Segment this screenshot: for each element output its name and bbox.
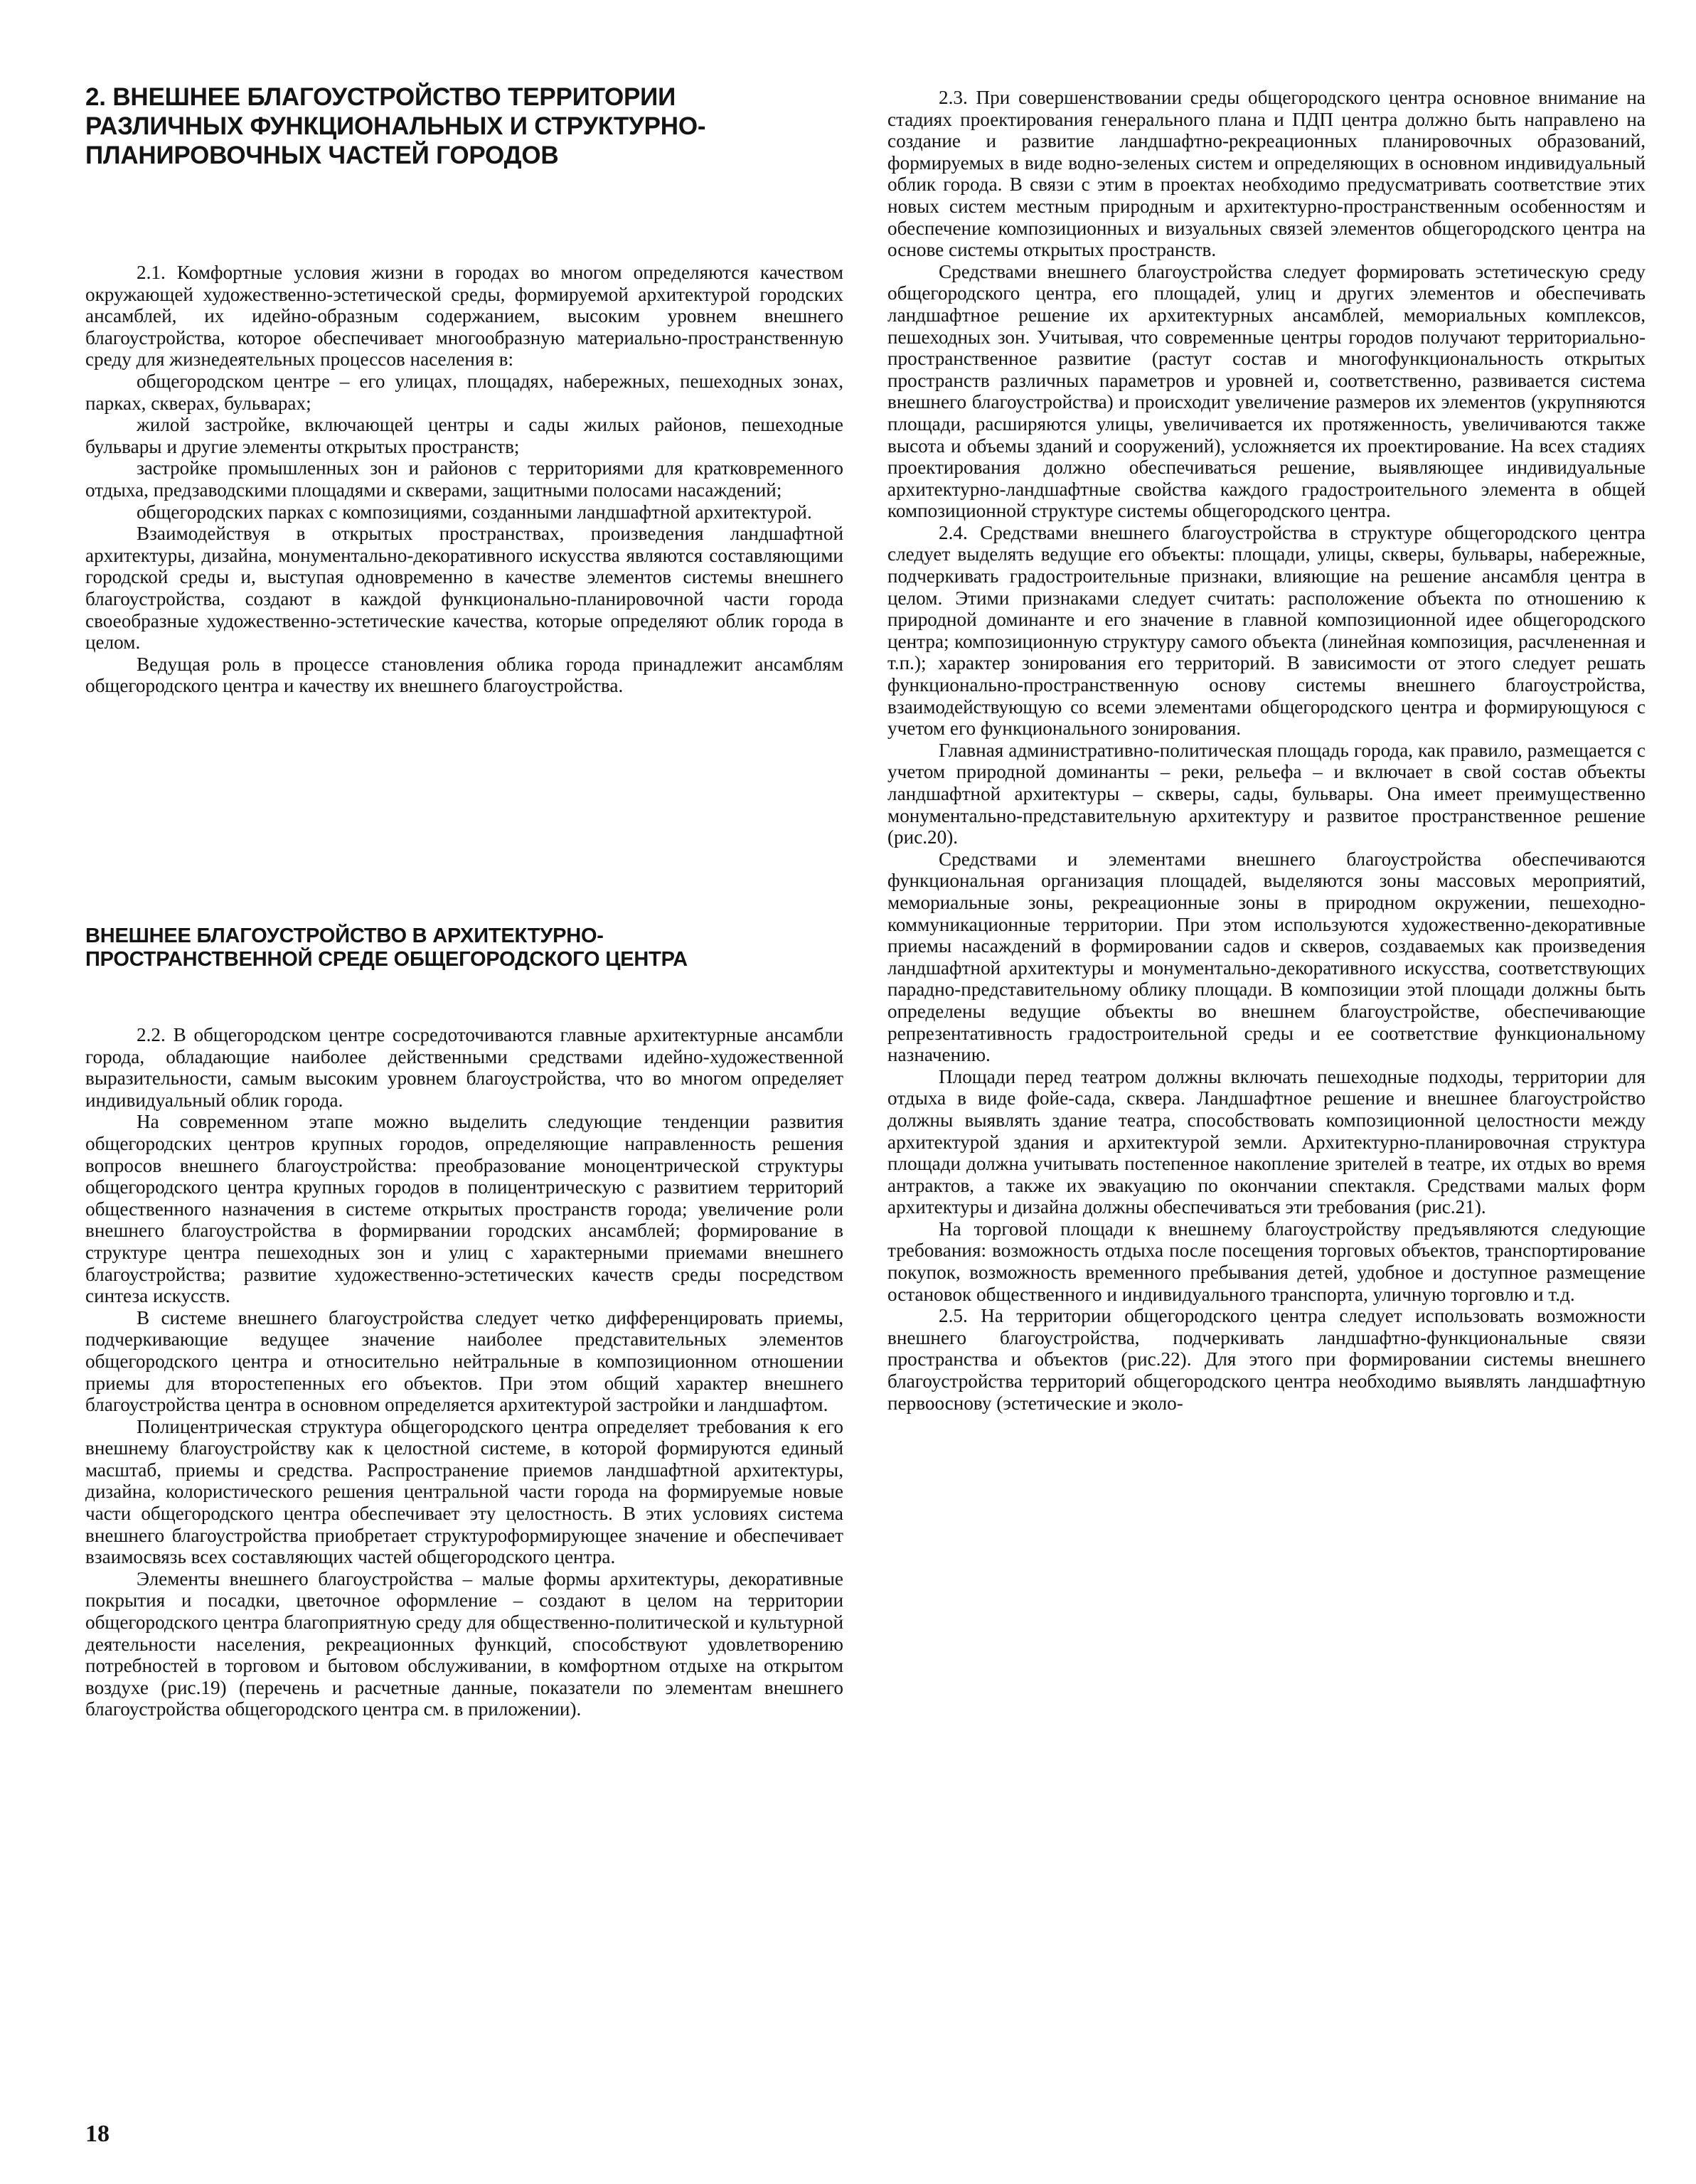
paragraph: 2.3. При совершенствовании среды общегородского центра основное внимание на стадиях проектирования генерального плана и ПДП центра должно быть направлено на создание и развитие ландшафтно-рекреационных планировочных образований, формируемых в виде водно-зеленых систем и определяющих в основном индивидуальный облик города. В связи с этим в проектах необходимо предусматривать соответствие этих новых систем местным природным и архитектурно-пространственным особенностям и обеспечение композиционных и визуальных связей элементов общегородского центра на основе системы открытых пространств. (887, 87, 1646, 261)
paragraph: 2.2. В общегородском центре сосредоточиваются главные архитектурные ансамбли города, обладающие наиболее действенными средствами идейно-художественной выразительности, самым высоким уровнем благоустройства, что во многом определяет индивидуальный облик города. (85, 1024, 843, 1111)
chapter-heading: 2. ВНЕШНЕЕ БЛАГОУСТРОЙСТВО ТЕРРИТОРИИ РАЗЛИЧНЫХ ФУНКЦИОНАЛЬНЫХ И СТРУКТУРНО-ПЛАНИРОВОЧНЫХ ЧАСТЕЙ ГОРОДОВ (85, 83, 706, 169)
paragraph: Элементы внешнего благоустройства – малые формы архитектуры, декоративные покрытия и посадки, цветочное оформление – создают в целом на территории общегородского центра благоприятную среду для общественно-политической и культурной деятельности населения, рекреационных функций, способствуют удовлетворению потребностей в торговом и бытовом обслуживании, в комфортном отдыхе на открытом воздухе (рис.19) (перечень и расчетные данные, показатели по элементам внешнего благоустройства общегородского центра см. в приложении). (85, 1567, 843, 1720)
paragraph: В системе внешнего благоустройства следует четко дифференцировать приемы, подчеркивающие ведущее значение наиболее представительных элементов общегородского центра и относительно нейтральные в композиционном отношении приемы для второстепенных его объектов. При этом общий характер внешнего благоустройства центра в основном определяется архитектурой застройки и ландшафтом. (85, 1306, 843, 1416)
paragraph: общегородских парках с композициями, созданными ландшафтной архитектурой. (137, 501, 812, 523)
section-2-2-text (85, 1024, 843, 1720)
paragraph: 2.1. Комфортные условия жизни в городах во многом определяются качеством окружающей художественно-эстетической среды, формируемой архитектурой городских ансамблей, их идейно-образным содержанием, высоким уровнем внешнего благоустройства, которое обеспечивает многообразную материально-пространственную среду для жизнедеятельных процессов населения в: (85, 262, 843, 371)
paragraph: жилой застройке, включающей центры и сады жилых районов, пешеходные бульвары и другие элементы открытых пространств; (85, 414, 843, 457)
section-2-1-text (85, 262, 843, 697)
paragraph: 2.4. Средствами внешнего благоустройства в структуре общегородского центра следует выделять ведущие его объекты: площади, улицы, скверы, бульвары, набережные, подчеркивать градостроительные признаки, влияющие на решение ансамбля центра в целом. Этими признаками следует считать: расположение объекта по отношению к природной доминанте и его значение в главной композиционной идее общегородского центра; композиционную структуру самого объекта (линейная композиция, расчлененная и т.п.); характер зонирования его территорий. В зависимости от этого следует решать функционально-пространственную основу системы внешнего благоустройства, взаимодействующую со всеми элементами общегородского центра и формирующуюся с учетом его функционального зонирования. (887, 521, 1646, 740)
paragraph: застройке промышленных зон и районов с территориями для кратковременного отдыха, предзаводскими площадями и скверами, защитными полосами насаждений; (85, 457, 843, 501)
paragraph: 2.5. На территории общегородского центра следует использовать возможности внешнего благоустройства, подчеркивать ландшафтно-функциональные связи пространства и объектов (рис.22). Для этого при формировании системы внешнего благоустройства территорий общегородского центра необходимо выявлять ландшафтную первооснову (эстетические и эколо- (887, 1305, 1646, 1414)
paragraph: На современном этапе можно выделить следующие тенденции развития общегородских центров крупных городов, определяющие направленность решения вопросов внешнего благоустройства: преобразование моноцентрической структуры общегородского центра крупных городов в полицентрическую с развитием территорий общественного назначения в системе открытых пространств города; увеличение роли внешнего благоустройства в формирвании городских ансамблей; формирование в структуре центра пешеходных зон и улиц с характерными приемами внешнего благоустройства; развитие художественно-эстетических качеств среды посредством синтеза искусств. (85, 1111, 843, 1307)
paragraph: Ведущая роль в процессе становления облика города принадлежит ансамблям общегородского центра и качеству их внешнего благоустройства. (85, 653, 843, 697)
paragraph: Площади перед театром должны включать пешеходные подходы, территории для отдыха в виде фойе-сада, сквера. Ландшафтное решение и внешнее благоустройство должны выявлять здание театра, способствовать композиционной целостности между архитектурой здания и архитектурой земли. Архитектурно-планировочная структура площади должна учитывать постепенное накопление зрителей в театре, их отдых во время антрактов, а также их эвакуацию по окончании спектакля. Средствами малых форм архитектуры и дизайна должны обеспечиваться эти требования (рис.21). (887, 1065, 1646, 1218)
paragraph: Средствами внешнего благоустройства следует формировать эстетическую среду общегородского центра, его площадей, улиц и других элементов и обеспечивать ландшафтное решение их архитектурных ансамблей, мемориальных комплексов, пешеходных зон. Учитывая, что современные центры городов получают территориально-пространственное развитие (растут состав и многофункциональность открытых пространств различных параметров и уровней и, соответственно, развивается система внешнего благоустройства) и происходит увеличение размеров их элементов (укрупняются площади, расширяются улицы, увеличивается их протяженность, увеличиваются также высота и объемы зданий и сооружений), усложняется их проектирование. На всех стадиях проектирования должно обеспечиваться решение, выявляющее индивидуальные архитектурно-ландшафтные свойства каждого градостроительного элемента в общей композиционной структуре системы общегородского центра. (887, 260, 1646, 522)
paragraph: Средствами и элементами внешнего благоустройства обеспечиваются функциональная организация площадей, выделяются зоны массовых мероприятий, мемориальные зоны, рекреационные зоны в природном окружении, пешеходно-коммуникационные территории. При этом используются художественно-декоративные приемы насаждений в формировании садов и скверов, создаваемых как произведения ландшафтной архитектуры и монументально-декоративного искусства, соответствующих парадно-представительному облику площади. В композиции этой площади должны быть определены ведущие объекты во внешнем благоустройстве, обеспечивающие репрезентативность градостроительной среды и ее соответствие функциональному назначению. (887, 848, 1646, 1066)
right-column-text (887, 87, 1646, 1414)
paragraph: Взаимодействуя в открытых пространствах, произведения ландшафтной архитектуры, дизайна, монументально-декоративного искусства являются составляющими городской среды и, выступая одновременно в качестве элементов системы внешнего благоустройства, создают в каждой функционально-планировочной части города своеобразные художественно-эстетические качества, которые определяют облик города в целом. (85, 523, 843, 654)
paragraph: Полицентрическая структура общегородского центра определяет требования к его внешнему благоустройству как к целостной системе, в которой формируются единый масштаб, приемы и средства. Распространение приемов ландшафтной архитектуры, дизайна, колористического решения центральной части города на формируемые новые части общегородского центра обеспечивает эту целостность. В этих условиях система внешнего благоустройства приобретает структуроформирующее значение и обеспечивает взаимосвязь всех составляющих частей общегородского центра. (85, 1415, 843, 1568)
page-number: 18 (85, 2121, 110, 2147)
paragraph: На торговой площади к внешнему благоустройству предъявляются следующие требования: возможность отдыха после посещения торговых объектов, транспортирование покупок, возможность временного пребывания детей, удобное и доступное размещение остановок общественного и индивидуального транспорта, уличную торговлю и т.д. (887, 1218, 1646, 1305)
section-subheading: ВНЕШНЕЕ БЛАГОУСТРОЙСТВО В АРХИТЕКТУРНО-ПРОСТРАНСТВЕННОЙ СРЕДЕ ОБЩЕГОРОДСКОГО ЦЕНТРА (85, 925, 688, 971)
paragraph: общегородском центре – его улицах, площадях, набережных, пешеходных зонах, парках, скверах, бульварах; (85, 370, 843, 414)
paragraph: Главная административно-политическая площадь города, как правило, размещается с учетом природной доминанты – реки, рельефа – и включает в свой состав объекты ландшафтной архитектуры – скверы, сады, бульвары. Она имеет преимущественно монументально-представительную архитектуру и развитое пространственное решение (рис.20). (887, 739, 1646, 848)
